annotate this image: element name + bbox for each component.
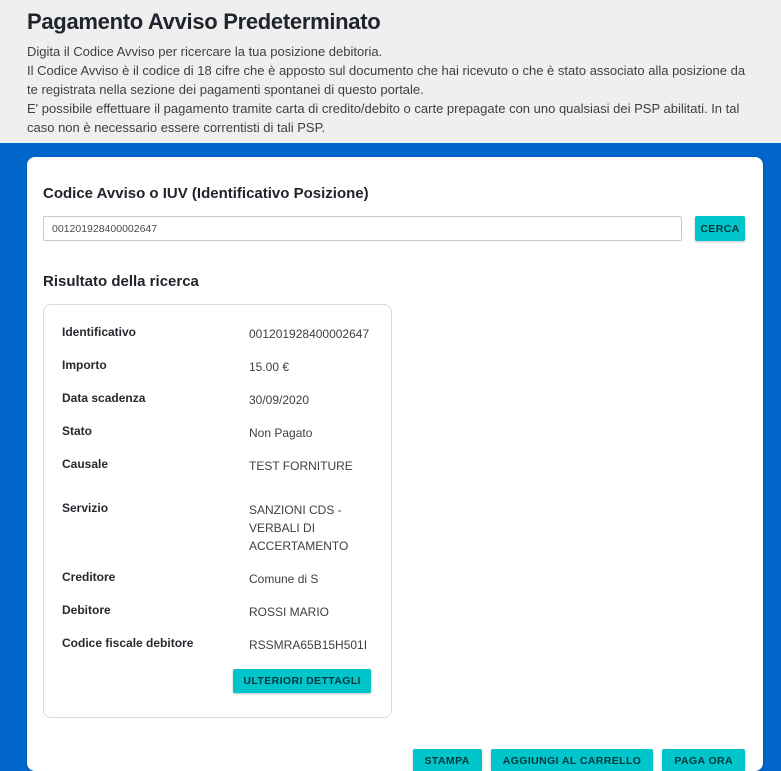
paga-ora-button[interactable]: PAGA ORA [662,749,745,771]
field-row-data-scadenza [62,391,371,409]
field-row-codice-fiscale [62,636,371,654]
result-box [43,304,392,718]
field-value: SANZIONI CDS - VERBALI DI ACCERTAMENTO [249,503,349,553]
stampa-button[interactable]: STAMPA [413,749,482,771]
field-row-creditore [62,570,371,588]
field-label: Creditore [62,570,116,584]
codice-avviso-input[interactable] [43,216,682,241]
payment-card [27,157,763,771]
field-row-servizio [62,501,371,555]
field-label: Importo [62,358,107,372]
search-row [43,216,745,241]
field-label: Codice fiscale debitore [62,636,194,650]
field-value: RSSMRA65B15H501I [249,638,368,652]
intro-line-2: Il Codice Avviso è il codice di 18 cifre che è apposto sul documento che hai ricevuto o che è stato associato alla posizione da te registrata nella sezione dei pagamenti spontanei di questo portale. [27,63,746,97]
field-label: Causale [62,457,109,471]
results-heading: Risultato della ricerca [43,273,199,290]
field-value: ROSSI MARIO [249,605,330,619]
field-label: Debitore [62,603,111,617]
field-label: Data scadenza [62,391,146,405]
intro-line-1: Digita il Codice Avviso per ricercare la tua posizione debitoria. [27,44,383,59]
field-value: Non Pagato [249,426,313,440]
content-panel [0,143,781,771]
aggiungi-al-carrello-button[interactable]: AGGIUNGI AL CARRELLO [491,749,654,771]
field-value: 001201928400002647 [249,327,370,341]
details-button-wrap [62,669,371,693]
field-label: Identificativo [62,325,137,339]
field-row-identificativo [62,325,371,343]
cerca-button[interactable]: CERCA [695,216,745,241]
field-label: Servizio [62,501,109,515]
actions-row [43,749,745,771]
field-row-stato [62,424,371,442]
page-title: Pagamento Avviso Predeterminato [27,9,381,34]
field-value: 15.00 € [249,360,290,374]
ulteriori-dettagli-button[interactable]: ULTERIORI DETTAGLI [233,669,371,693]
field-row-debitore [62,603,371,621]
field-value: TEST FORNITURE [249,459,353,473]
field-value: 30/09/2020 [249,393,310,407]
field-value: Comune di S [249,572,319,586]
field-label: Stato [62,424,92,438]
intro-line-3: E' possibile effettuare il pagamento tramite carta di credito/debito o carte prepagate con uno qualsiasi dei PSP abilitati. In tal caso non è necessario essere correntisti di tali PSP. [27,101,740,135]
field-row-importo [62,358,371,376]
page-header [0,0,781,143]
codice-avviso-label: Codice Avviso o IUV (Identificativo Posizione) [43,185,369,202]
intro-text [27,42,757,137]
field-row-causale [62,457,371,475]
